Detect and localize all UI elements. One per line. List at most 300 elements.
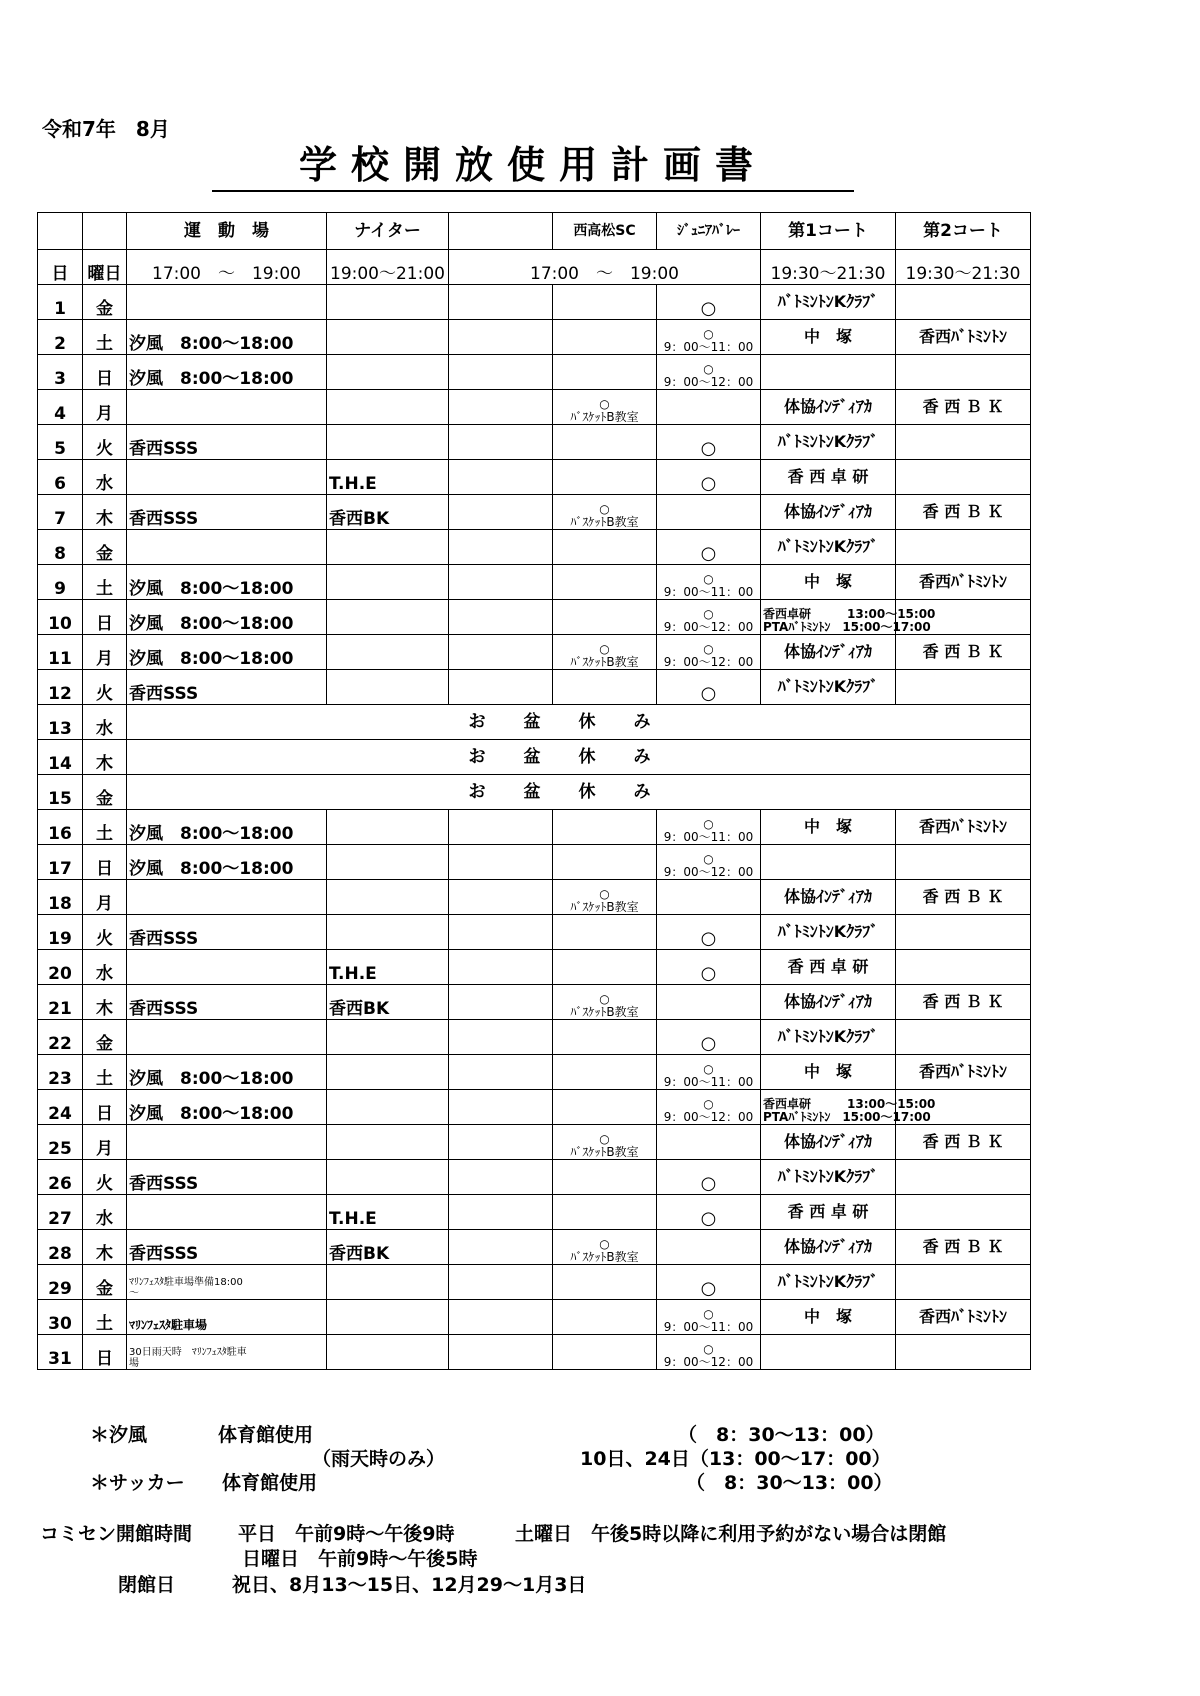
ground-cell: 香西SSS [127, 670, 327, 705]
table-row [38, 1265, 1031, 1300]
court2-cell: 香西ﾊﾞﾄﾐﾝﾄﾝ [896, 565, 1031, 600]
ground-cell: 汐風 8:00～18:00 [127, 845, 327, 880]
court2-cell: 香西ﾊﾞﾄﾐﾝﾄﾝ [896, 810, 1031, 845]
weekday-cell: 金 [83, 1020, 127, 1055]
nighter-cell [327, 845, 449, 880]
weekday-cell: 金 [83, 285, 127, 320]
sc-cell [553, 1055, 657, 1090]
weekday-cell: 土 [83, 320, 127, 355]
ground-cell: 汐風 8:00～18:00 [127, 635, 327, 670]
day-cell: 6 [38, 460, 83, 495]
col-court2: 第2コート [896, 213, 1031, 250]
court2-cell [896, 1160, 1031, 1195]
blank-cell [449, 1020, 553, 1055]
court1-cell: ﾊﾞﾄﾐﾝﾄﾝKｸﾗﾌﾞ [761, 425, 896, 460]
blank-cell [449, 495, 553, 530]
nighter-cell [327, 355, 449, 390]
weekday-cell: 月 [83, 635, 127, 670]
junior-volley-cell: ○ [657, 670, 761, 705]
court1-cell: ﾊﾞﾄﾐﾝﾄﾝKｸﾗﾌﾞ [761, 670, 896, 705]
court1-cell: 香 西 卓 研 [761, 1195, 896, 1230]
sc-cell [553, 355, 657, 390]
court1-cell [761, 845, 896, 880]
closed-label: 閉館日 [118, 1574, 176, 1596]
ground-cell [127, 950, 327, 985]
junior-volley-cell: ○ 9：00～11：00 [657, 320, 761, 355]
court1-cell: 体協ｲﾝﾃﾞｨｱｶ [761, 1125, 896, 1160]
blank-cell [449, 355, 553, 390]
nighter-cell [327, 670, 449, 705]
court2-cell: 香 西 Ｂ Ｋ [896, 635, 1031, 670]
junior-volley-cell [657, 880, 761, 915]
sc-cell [553, 460, 657, 495]
ground-cell: 汐風 8:00～18:00 [127, 355, 327, 390]
day-cell: 8 [38, 530, 83, 565]
court2-cell: 香 西 Ｂ Ｋ [896, 880, 1031, 915]
col-blank [449, 213, 553, 250]
ground-cell [127, 460, 327, 495]
ground-cell [127, 530, 327, 565]
nighter-cell [327, 530, 449, 565]
junior-volley-cell: ○ [657, 950, 761, 985]
sc-cell [553, 1020, 657, 1055]
note-shiokaze-label: ＊汐風 [90, 1424, 148, 1446]
court1-cell: 香西卓研 13:00～15:00 PTAﾊﾞﾄﾐﾝﾄﾝ 15:00～17:00 [761, 1090, 896, 1125]
nighter-cell [327, 1160, 449, 1195]
ground-cell: 汐風 8:00～18:00 [127, 1090, 327, 1125]
ground-cell: 香西SSS [127, 915, 327, 950]
day-cell: 9 [38, 565, 83, 600]
junior-volley-cell: ○ [657, 285, 761, 320]
court2-cell [896, 1335, 1031, 1370]
sc-cell [553, 810, 657, 845]
sc-cell [553, 565, 657, 600]
weekday-cell: 木 [83, 1230, 127, 1265]
sc-cell [553, 1335, 657, 1370]
junior-volley-cell [657, 495, 761, 530]
sc-cell [553, 425, 657, 460]
junior-volley-cell: ○ 9：00～12：00 [657, 635, 761, 670]
blank-cell [449, 985, 553, 1020]
document-date: 令和7年 8月 [42, 117, 170, 141]
court2-cell [896, 1020, 1031, 1055]
blank-cell [449, 915, 553, 950]
junior-volley-cell: ○ [657, 1020, 761, 1055]
day-cell: 20 [38, 950, 83, 985]
obon-holiday-cell: お盆休み [127, 740, 1031, 775]
day-cell: 4 [38, 390, 83, 425]
blank-cell [449, 670, 553, 705]
sc-cell [553, 1265, 657, 1300]
junior-volley-cell: ○ [657, 530, 761, 565]
note-soccer-time: （ 8：30～13：00） [686, 1472, 893, 1494]
day-cell: 21 [38, 985, 83, 1020]
court2-cell [896, 915, 1031, 950]
weekday-cell: 土 [83, 565, 127, 600]
sc-cell [553, 845, 657, 880]
court1-cell [761, 1335, 896, 1370]
col-nighter: ナイター [327, 213, 449, 250]
court1-cell: ﾊﾞﾄﾐﾝﾄﾝKｸﾗﾌﾞ [761, 915, 896, 950]
blank-cell [449, 845, 553, 880]
day-cell: 14 [38, 740, 83, 775]
ground-cell [127, 285, 327, 320]
blank-cell [449, 1230, 553, 1265]
weekday-cell: 金 [83, 775, 127, 810]
hours-label: コミセン開館時間 [40, 1523, 193, 1545]
junior-volley-cell: ○ 9：00～12：00 [657, 355, 761, 390]
weekday-cell: 金 [83, 530, 127, 565]
table-row [38, 985, 1031, 1020]
blank-cell [449, 1265, 553, 1300]
table-row [38, 1160, 1031, 1195]
sc-cell [553, 915, 657, 950]
blank-cell [449, 1335, 553, 1370]
court1-cell: 体協ｲﾝﾃﾞｨｱｶ [761, 635, 896, 670]
table-row [38, 1020, 1031, 1055]
weekday-cell: 木 [83, 985, 127, 1020]
note-soccer-text: 体育館使用 [222, 1472, 318, 1494]
table-row [38, 600, 1031, 635]
day-cell: 11 [38, 635, 83, 670]
court2-cell: 香 西 Ｂ Ｋ [896, 390, 1031, 425]
junior-volley-cell [657, 1125, 761, 1160]
sc-cell [553, 600, 657, 635]
junior-volley-cell [657, 390, 761, 425]
nighter-cell: T.H.E [327, 950, 449, 985]
court2-cell [896, 1265, 1031, 1300]
blank-cell [449, 320, 553, 355]
sc-cell: ○ ﾊﾞｽｹｯﾄB教室 [553, 390, 657, 425]
day-cell: 3 [38, 355, 83, 390]
col-junior-volley: ｼﾞｭﾆｱﾊﾞﾚｰ [657, 213, 761, 250]
blank-cell [449, 285, 553, 320]
col-day: 日 [38, 250, 83, 285]
court2-cell: 香 西 Ｂ Ｋ [896, 985, 1031, 1020]
nighter-cell [327, 390, 449, 425]
court2-cell: 香西ﾊﾞﾄﾐﾝﾄﾝ [896, 320, 1031, 355]
court2-cell [896, 1195, 1031, 1230]
weekday-cell: 火 [83, 915, 127, 950]
blank-cell [449, 1125, 553, 1160]
nighter-cell [327, 915, 449, 950]
nighter-cell [327, 320, 449, 355]
table-row [38, 1195, 1031, 1230]
ground-cell: 香西SSS [127, 495, 327, 530]
closed-days: 祝日、8月13～15日、12月29～1月3日 [232, 1574, 587, 1596]
blank-cell [449, 425, 553, 460]
ground-cell: 香西SSS [127, 1160, 327, 1195]
weekday-cell: 月 [83, 1125, 127, 1160]
court2-cell [896, 285, 1031, 320]
court1-cell: 体協ｲﾝﾃﾞｨｱｶ [761, 985, 896, 1020]
day-cell: 2 [38, 320, 83, 355]
junior-volley-cell: ○ [657, 1160, 761, 1195]
weekday-cell: 火 [83, 670, 127, 705]
nighter-cell [327, 1020, 449, 1055]
obon-holiday-cell: お盆休み [127, 775, 1031, 810]
nighter-cell [327, 425, 449, 460]
blank-cell [449, 635, 553, 670]
nighter-cell: 香西BK [327, 1230, 449, 1265]
col-court1: 第1コート [761, 213, 896, 250]
table-row [38, 880, 1031, 915]
table-row [38, 635, 1031, 670]
weekday-cell: 日 [83, 600, 127, 635]
hours-weekday: 平日 午前9時～午後9時 [238, 1523, 455, 1545]
day-cell: 30 [38, 1300, 83, 1335]
junior-volley-cell: ○ [657, 1195, 761, 1230]
table-row [38, 950, 1031, 985]
blank-cell [449, 530, 553, 565]
table-row [38, 810, 1031, 845]
ground-cell [127, 1125, 327, 1160]
day-cell: 17 [38, 845, 83, 880]
weekday-cell: 木 [83, 495, 127, 530]
court1-cell: ﾊﾞﾄﾐﾝﾄﾝKｸﾗﾌﾞ [761, 1265, 896, 1300]
junior-volley-cell: ○ 9：00～11：00 [657, 565, 761, 600]
nighter-cell [327, 1265, 449, 1300]
header-row-times [38, 250, 1031, 285]
note-shiokaze-text: 体育館使用 [218, 1424, 314, 1446]
weekday-cell: 土 [83, 1300, 127, 1335]
weekday-cell: 水 [83, 1195, 127, 1230]
court2-cell [896, 425, 1031, 460]
table-row [38, 1335, 1031, 1370]
blank-cell [449, 1090, 553, 1125]
weekday-cell: 火 [83, 425, 127, 460]
court1-cell: 香 西 卓 研 [761, 950, 896, 985]
blank-cell [449, 950, 553, 985]
sc-cell: ○ ﾊﾞｽｹｯﾄB教室 [553, 495, 657, 530]
court2-cell: 香 西 Ｂ Ｋ [896, 1125, 1031, 1160]
table-row [38, 530, 1031, 565]
table-row [38, 775, 1031, 810]
day-cell: 25 [38, 1125, 83, 1160]
weekday-cell: 火 [83, 1160, 127, 1195]
ground-cell: 30日雨天時 ﾏﾘﾝﾌｪｽﾀ駐車 場 [127, 1335, 327, 1370]
sc-cell: ○ ﾊﾞｽｹｯﾄB教室 [553, 1230, 657, 1265]
nighter-cell [327, 285, 449, 320]
court1-cell: 中 塚 [761, 565, 896, 600]
sc-cell [553, 1160, 657, 1195]
day-cell: 23 [38, 1055, 83, 1090]
ground-cell: 汐風 8:00～18:00 [127, 320, 327, 355]
day-cell: 5 [38, 425, 83, 460]
sc-cell [553, 950, 657, 985]
time-court1: 19:30～21:30 [761, 250, 896, 285]
time-gym: 17:00 ～ 19:00 [449, 250, 761, 285]
day-cell: 13 [38, 705, 83, 740]
sc-cell [553, 285, 657, 320]
junior-volley-cell: ○ [657, 915, 761, 950]
ground-cell: 香西SSS [127, 1230, 327, 1265]
court1-cell: 中 塚 [761, 320, 896, 355]
junior-volley-cell: ○ 9：00～11：00 [657, 1055, 761, 1090]
blank-cell [449, 1300, 553, 1335]
sc-cell [553, 320, 657, 355]
weekday-cell: 日 [83, 845, 127, 880]
court1-cell: ﾊﾞﾄﾐﾝﾄﾝKｸﾗﾌﾞ [761, 285, 896, 320]
court1-cell: 体協ｲﾝﾃﾞｨｱｶ [761, 1230, 896, 1265]
ground-cell [127, 390, 327, 425]
day-cell: 24 [38, 1090, 83, 1125]
header-row-facilities [38, 213, 1031, 250]
table-row [38, 355, 1031, 390]
day-cell: 26 [38, 1160, 83, 1195]
col-weekday: 曜日 [83, 250, 127, 285]
court2-cell: 香 西 Ｂ Ｋ [896, 1230, 1031, 1265]
ground-cell [127, 880, 327, 915]
court1-cell: 体協ｲﾝﾃﾞｨｱｶ [761, 880, 896, 915]
blank-cell [449, 810, 553, 845]
hours-sunday: 日曜日 午前9時～午後5時 [242, 1548, 478, 1570]
blank-cell [449, 460, 553, 495]
nighter-cell [327, 635, 449, 670]
sc-cell [553, 1195, 657, 1230]
hours-saturday: 土曜日 午後5時以降に利用予約がない場合は閉館 [515, 1523, 947, 1545]
blank-cell [449, 880, 553, 915]
day-cell: 31 [38, 1335, 83, 1370]
weekday-cell: 月 [83, 880, 127, 915]
nighter-cell: T.H.E [327, 1195, 449, 1230]
ground-cell: ﾏﾘﾝﾌｪｽﾀ駐車場準備18:00 ～ [127, 1265, 327, 1300]
time-nighter: 19:00～21:00 [327, 250, 449, 285]
day-cell: 10 [38, 600, 83, 635]
ground-cell: 汐風 8:00～18:00 [127, 1055, 327, 1090]
table-row [38, 1300, 1031, 1335]
day-cell: 1 [38, 285, 83, 320]
nighter-cell [327, 1335, 449, 1370]
court1-cell: ﾊﾞﾄﾐﾝﾄﾝKｸﾗﾌﾞ [761, 1020, 896, 1055]
sc-cell: ○ ﾊﾞｽｹｯﾄB教室 [553, 880, 657, 915]
nighter-cell [327, 880, 449, 915]
junior-volley-cell [657, 1230, 761, 1265]
blank-cell [449, 1160, 553, 1195]
blank-cell [449, 1055, 553, 1090]
day-cell: 19 [38, 915, 83, 950]
weekday-cell: 月 [83, 390, 127, 425]
weekday-cell: 日 [83, 1335, 127, 1370]
day-cell: 28 [38, 1230, 83, 1265]
court1-cell: 中 塚 [761, 1300, 896, 1335]
table-row [38, 1055, 1031, 1090]
junior-volley-cell: ○ 9：00～12：00 [657, 600, 761, 635]
junior-volley-cell [657, 985, 761, 1020]
ground-cell: 香西SSS [127, 425, 327, 460]
day-cell: 22 [38, 1020, 83, 1055]
weekday-cell: 水 [83, 460, 127, 495]
court2-cell [896, 670, 1031, 705]
day-cell: 29 [38, 1265, 83, 1300]
court2-cell: 香西ﾊﾞﾄﾐﾝﾄﾝ [896, 1055, 1031, 1090]
note-soccer-label: ＊サッカー [90, 1472, 185, 1494]
blank-cell [449, 1195, 553, 1230]
note-shiokaze-time: （ 8：30～13：00） [678, 1424, 885, 1446]
day-cell: 15 [38, 775, 83, 810]
sc-cell [553, 530, 657, 565]
nighter-cell [327, 565, 449, 600]
weekday-cell: 日 [83, 1090, 127, 1125]
nighter-cell [327, 600, 449, 635]
table-row [38, 740, 1031, 775]
blank-cell [449, 565, 553, 600]
ground-cell [127, 1020, 327, 1055]
nighter-cell [327, 810, 449, 845]
court1-cell: 体協ｲﾝﾃﾞｨｱｶ [761, 390, 896, 425]
nighter-cell [327, 1090, 449, 1125]
junior-volley-cell: ○ [657, 1265, 761, 1300]
table-row [38, 845, 1031, 880]
time-ground: 17:00 ～ 19:00 [127, 250, 327, 285]
sc-cell [553, 670, 657, 705]
court2-cell: 香 西 Ｂ Ｋ [896, 495, 1031, 530]
table-row [38, 495, 1031, 530]
weekday-cell: 水 [83, 705, 127, 740]
table-row [38, 1090, 1031, 1125]
day-cell: 18 [38, 880, 83, 915]
day-cell: 12 [38, 670, 83, 705]
sc-cell: ○ ﾊﾞｽｹｯﾄB教室 [553, 985, 657, 1020]
col-ground: 運 動 場 [127, 213, 327, 250]
court1-cell: ﾊﾞﾄﾐﾝﾄﾝKｸﾗﾌﾞ [761, 530, 896, 565]
day-cell: 27 [38, 1195, 83, 1230]
court1-cell: 中 塚 [761, 1055, 896, 1090]
col-nishitakamatsu-sc: 西高松SC [553, 213, 657, 250]
junior-volley-cell: ○ 9：00～12：00 [657, 845, 761, 880]
court2-cell [896, 530, 1031, 565]
weekday-cell: 金 [83, 1265, 127, 1300]
junior-volley-cell: ○ 9：00～12：00 [657, 1335, 761, 1370]
time-court2: 19:30～21:30 [896, 250, 1031, 285]
junior-volley-cell: ○ 9：00～11：00 [657, 1300, 761, 1335]
court1-cell [761, 355, 896, 390]
ground-cell: ﾏﾘﾝﾌｪｽﾀ駐車場 [127, 1300, 327, 1335]
table-row [38, 705, 1031, 740]
court1-cell: 中 塚 [761, 810, 896, 845]
table-row [38, 390, 1031, 425]
court2-cell [896, 460, 1031, 495]
table-row [38, 425, 1031, 460]
court2-cell [896, 950, 1031, 985]
court1-cell: 香西卓研 13:00～15:00 PTAﾊﾞﾄﾐﾝﾄﾝ 15:00～17:00 [761, 600, 896, 635]
table-row [38, 285, 1031, 320]
weekday-cell: 土 [83, 1055, 127, 1090]
document-title: 学校開放使用計画書 [212, 142, 854, 192]
weekday-cell: 日 [83, 355, 127, 390]
table-row [38, 565, 1031, 600]
note-rain-only: （雨天時のみ） [312, 1448, 446, 1470]
court1-cell: ﾊﾞﾄﾐﾝﾄﾝKｸﾗﾌﾞ [761, 1160, 896, 1195]
court2-cell: 香西ﾊﾞﾄﾐﾝﾄﾝ [896, 1300, 1031, 1335]
blank-cell [449, 600, 553, 635]
court1-cell: 香 西 卓 研 [761, 460, 896, 495]
nighter-cell [327, 1055, 449, 1090]
table-row [38, 1230, 1031, 1265]
sc-cell [553, 1090, 657, 1125]
note-rain-time: 10日、24日（13：00～17：00） [580, 1448, 891, 1470]
nighter-cell: T.H.E [327, 460, 449, 495]
junior-volley-cell: ○ [657, 425, 761, 460]
table-row [38, 915, 1031, 950]
weekday-cell: 水 [83, 950, 127, 985]
obon-holiday-cell: お盆休み [127, 705, 1031, 740]
junior-volley-cell: ○ 9：00～11：00 [657, 810, 761, 845]
ground-cell: 香西SSS [127, 985, 327, 1020]
court1-cell: 体協ｲﾝﾃﾞｨｱｶ [761, 495, 896, 530]
table-row [38, 670, 1031, 705]
ground-cell: 汐風 8:00～18:00 [127, 565, 327, 600]
